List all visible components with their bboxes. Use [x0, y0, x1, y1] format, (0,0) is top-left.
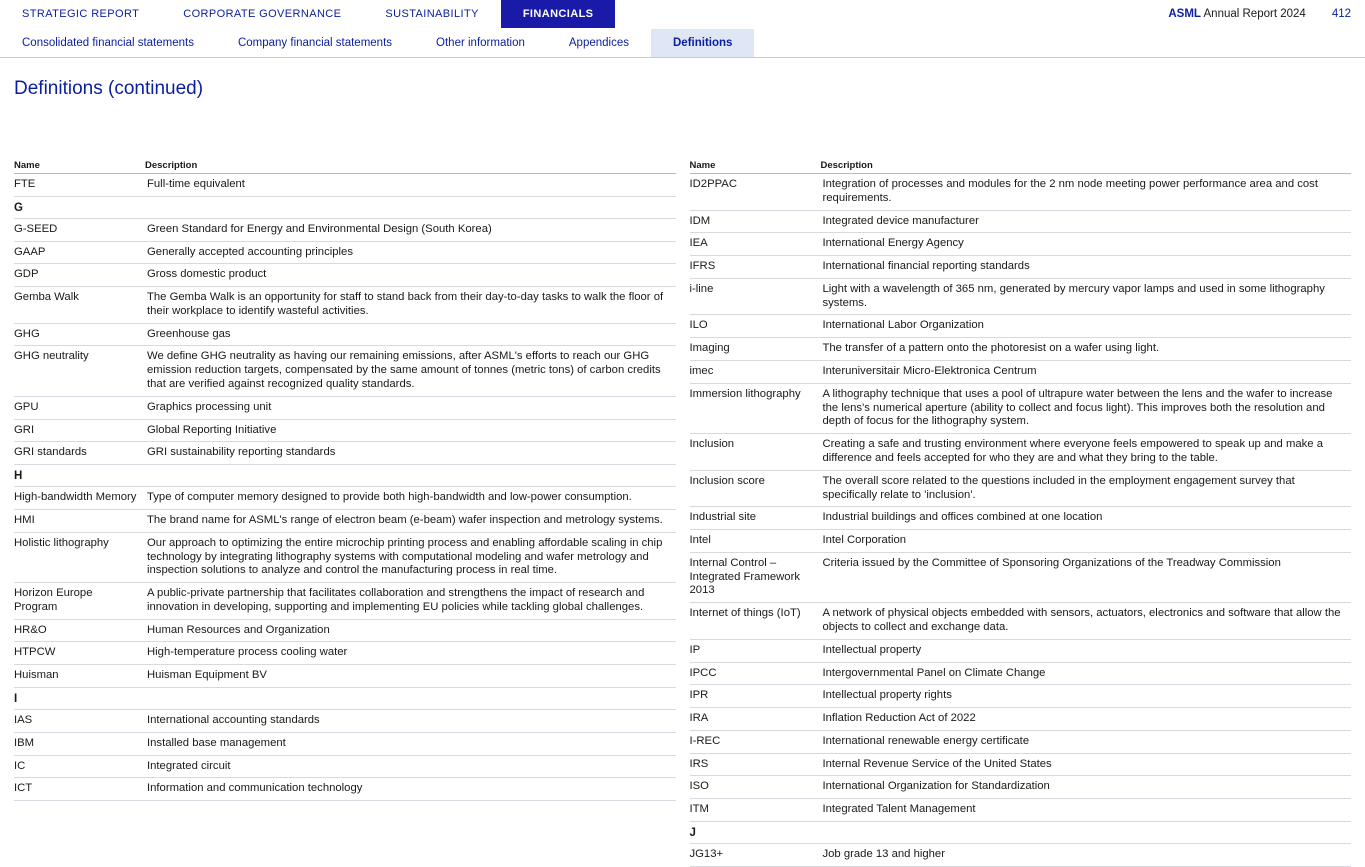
definition-term: FTE — [14, 174, 145, 197]
definition-description: Intellectual property rights — [821, 685, 1352, 708]
table-row — [690, 753, 1352, 776]
definition-term: Inclusion — [690, 434, 821, 471]
letter-heading: H — [14, 465, 145, 487]
definition-term: GPU — [14, 396, 145, 419]
page-number: 412 — [1331, 8, 1351, 20]
column-header-name: Name — [690, 160, 821, 174]
table-row — [14, 323, 676, 346]
definition-description: Global Reporting Initiative — [145, 419, 676, 442]
definition-term: ICT — [14, 778, 145, 801]
definition-term: IFRS — [690, 256, 821, 279]
letter-heading: G — [14, 196, 145, 218]
table-header-row — [14, 160, 676, 174]
table-row — [690, 233, 1352, 256]
definition-description: Green Standard for Energy and Environmental Design (South Korea) — [145, 218, 676, 241]
definition-description: Creating a safe and trusting environment where everyone feels empowered to speak up and make a difference and feels accepted for who they are and what they bring to the table. — [821, 434, 1352, 471]
table-row — [690, 708, 1352, 731]
definition-description: Our approach to optimizing the entire microchip printing process and enabling affordable scaling in chip technology by integrating lithography systems with computational modeling and wafer metrology and inspection solutions to analyze and control the manufacturing process in real time. — [145, 532, 676, 582]
definition-description: The transfer of a pattern onto the photoresist on a wafer using light. — [821, 338, 1352, 361]
table-row — [690, 603, 1352, 640]
table-row — [14, 442, 676, 465]
definition-term: IDM — [690, 210, 821, 233]
definition-term: ITM — [690, 799, 821, 822]
definition-description: International Labor Organization — [821, 315, 1352, 338]
definition-term: IC — [14, 755, 145, 778]
definition-description: International renewable energy certificate — [821, 730, 1352, 753]
table-row — [690, 434, 1352, 471]
definition-description: International Organization for Standardization — [821, 776, 1352, 799]
definition-term: imec — [690, 361, 821, 384]
definition-term: ISO — [690, 776, 821, 799]
table-row — [14, 732, 676, 755]
table-row — [690, 383, 1352, 433]
table-row — [690, 730, 1352, 753]
definition-term: I-REC — [690, 730, 821, 753]
definition-description: Integration of processes and modules for the 2 nm node meeting power performance area and cost requirements. — [821, 174, 1352, 211]
definition-description: Graphics processing unit — [145, 396, 676, 419]
definitions-table-left — [14, 160, 676, 801]
subtab-appendices[interactable]: Appendices — [568, 37, 629, 49]
table-row — [690, 639, 1352, 662]
definition-term: High-bandwidth Memory — [14, 487, 145, 510]
letter-heading-row — [690, 822, 1352, 844]
letter-heading-row — [14, 196, 676, 218]
column-header-description: Description — [145, 160, 676, 174]
definition-term: Gemba Walk — [14, 287, 145, 324]
definition-description: Intergovernmental Panel on Climate Change — [821, 662, 1352, 685]
letter-heading-spacer — [145, 465, 676, 487]
definition-term: GRI standards — [14, 442, 145, 465]
definition-term: IEA — [690, 233, 821, 256]
table-row — [14, 264, 676, 287]
table-row — [690, 662, 1352, 685]
letter-heading: I — [14, 688, 145, 710]
definition-term: HTPCW — [14, 642, 145, 665]
definitions-table-right — [690, 160, 1352, 867]
definition-term: IAS — [14, 710, 145, 733]
definition-term: GHG neutrality — [14, 346, 145, 396]
letter-heading-row — [14, 688, 676, 710]
report-identification — [1168, 0, 1365, 28]
table-row — [690, 470, 1352, 507]
definition-description: Light with a wavelength of 365 nm, generated by mercury vapor lamps and used in some lithography systems. — [821, 278, 1352, 315]
definition-term: Internet of things (IoT) — [690, 603, 821, 640]
report-title-block — [1168, 8, 1305, 20]
definition-description: Full-time equivalent — [145, 174, 676, 197]
definition-term: GRI — [14, 419, 145, 442]
definition-description: Job grade 13 and higher — [821, 844, 1352, 867]
table-row — [690, 507, 1352, 530]
sub-navigation — [0, 29, 1365, 58]
definition-description: Criteria issued by the Committee of Sponsoring Organizations of the Treadway Commission — [821, 552, 1352, 602]
definition-term: i-line — [690, 278, 821, 315]
definition-description: A public-private partnership that facilitates collaboration and strengthens the impact of research and innovation in developing, supporting and implementing EU policies while tackling global challenges. — [145, 583, 676, 620]
subtab-company-financial-statements[interactable]: Company financial statements — [237, 37, 393, 49]
tab-corporate-governance[interactable]: CORPORATE GOVERNANCE — [183, 8, 342, 20]
definition-term: HMI — [14, 509, 145, 532]
definition-term: Horizon Europe Program — [14, 583, 145, 620]
definition-term: G-SEED — [14, 218, 145, 241]
definition-term: IRS — [690, 753, 821, 776]
definition-description: Intellectual property — [821, 639, 1352, 662]
definition-description: Integrated Talent Management — [821, 799, 1352, 822]
page-title: Definitions (continued) — [14, 78, 204, 99]
definition-term: GHG — [14, 323, 145, 346]
table-row — [14, 346, 676, 396]
table-row — [14, 755, 676, 778]
column-header-name: Name — [14, 160, 145, 174]
subtab-other-information[interactable]: Other information — [436, 37, 525, 49]
table-row — [690, 361, 1352, 384]
definition-description: Type of computer memory designed to provide both high-bandwidth and low-power consumption. — [145, 487, 676, 510]
definition-description: Gross domestic product — [145, 264, 676, 287]
definitions-column-right — [690, 160, 1352, 867]
table-row — [14, 396, 676, 419]
definition-term: GAAP — [14, 241, 145, 264]
definition-description: Generally accepted accounting principles — [145, 241, 676, 264]
definition-term: IBM — [14, 732, 145, 755]
definition-description: Greenhouse gas — [145, 323, 676, 346]
table-row — [690, 799, 1352, 822]
table-row — [690, 210, 1352, 233]
table-row — [690, 776, 1352, 799]
table-row — [14, 619, 676, 642]
definition-description: A lithography technique that uses a pool of ultrapure water between the lens and the wafer to increase the lens's numerical aperture (ability to collect and focus light). This improves both the resolution and depth of focus for the lithography system. — [821, 383, 1352, 433]
definition-description: Industrial buildings and offices combined at one location — [821, 507, 1352, 530]
top-navigation-tabs — [0, 0, 615, 28]
brand-label: ASML — [1168, 8, 1201, 20]
table-row — [14, 174, 676, 197]
definition-description: Human Resources and Organization — [145, 619, 676, 642]
definition-description: The Gemba Walk is an opportunity for staff to stand back from their day-to-day tasks to walk the floor of their workplace to identify wasteful activities. — [145, 287, 676, 324]
definition-term: HR&O — [14, 619, 145, 642]
definition-term: Immersion lithography — [690, 383, 821, 433]
definition-description: International financial reporting standards — [821, 256, 1352, 279]
definition-description: Huisman Equipment BV — [145, 665, 676, 688]
definition-term: IRA — [690, 708, 821, 731]
table-row — [690, 552, 1352, 602]
table-header-row — [690, 160, 1352, 174]
definition-term: IP — [690, 639, 821, 662]
definition-term: Intel — [690, 530, 821, 553]
definition-description: We define GHG neutrality as having our remaining emissions, after ASML's efforts to reach our GHG emission reduction targets, compensated by the same amount of tonnes (metric tons) of carbon credits that are verified against recognized quality standards. — [145, 346, 676, 396]
definition-description: Internal Revenue Service of the United States — [821, 753, 1352, 776]
definition-description: A network of physical objects embedded with sensors, actuators, electronics and software that allow the objects to collect and exchange data. — [821, 603, 1352, 640]
definition-description: Installed base management — [145, 732, 676, 755]
letter-heading-spacer — [145, 688, 676, 710]
definition-description: Interuniversitair Micro-Elektronica Centrum — [821, 361, 1352, 384]
table-row — [14, 419, 676, 442]
definition-term: Huisman — [14, 665, 145, 688]
letter-heading-spacer — [145, 196, 676, 218]
definition-description: International Energy Agency — [821, 233, 1352, 256]
definitions-column-left — [14, 160, 676, 867]
definition-description: GRI sustainability reporting standards — [145, 442, 676, 465]
table-row — [690, 315, 1352, 338]
definition-term: IPR — [690, 685, 821, 708]
definition-term: ILO — [690, 315, 821, 338]
table-row — [690, 338, 1352, 361]
letter-heading-spacer — [821, 822, 1352, 844]
table-row — [14, 287, 676, 324]
definition-description: The brand name for ASML's range of electron beam (e-beam) wafer inspection and metrology systems. — [145, 509, 676, 532]
definition-term: ID2PPAC — [690, 174, 821, 211]
definition-term: Imaging — [690, 338, 821, 361]
report-title: Annual Report 2024 — [1203, 8, 1306, 20]
table-row — [690, 174, 1352, 211]
definition-term: JG13+ — [690, 844, 821, 867]
table-row — [14, 583, 676, 620]
tab-financials[interactable]: FINANCIALS — [501, 0, 616, 28]
subtab-definitions[interactable]: Definitions — [651, 29, 754, 57]
definition-term: Internal Control – Integrated Framework 2013 — [690, 552, 821, 602]
table-row — [14, 532, 676, 582]
column-header-description: Description — [821, 160, 1352, 174]
definition-description: High-temperature process cooling water — [145, 642, 676, 665]
table-row — [14, 710, 676, 733]
definition-term: IPCC — [690, 662, 821, 685]
letter-heading: J — [690, 822, 821, 844]
table-row — [14, 487, 676, 510]
definition-description: Integrated circuit — [145, 755, 676, 778]
table-row — [690, 530, 1352, 553]
table-row — [14, 665, 676, 688]
table-row — [14, 241, 676, 264]
top-navigation — [0, 0, 1365, 29]
subtab-consolidated-financial-statements[interactable]: Consolidated financial statements — [22, 37, 194, 49]
definition-description: Intel Corporation — [821, 530, 1352, 553]
definitions-columns — [0, 160, 1365, 867]
table-row — [14, 509, 676, 532]
table-row — [690, 844, 1352, 867]
definition-description: Integrated device manufacturer — [821, 210, 1352, 233]
definition-description: The overall score related to the questions included in the employment engagement survey that specifically relate to 'inclusion'. — [821, 470, 1352, 507]
table-row — [14, 778, 676, 801]
tab-sustainability[interactable]: SUSTAINABILITY — [385, 8, 479, 20]
letter-heading-row — [14, 465, 676, 487]
definition-term: GDP — [14, 264, 145, 287]
definition-description: International accounting standards — [145, 710, 676, 733]
table-row — [690, 685, 1352, 708]
table-row — [14, 218, 676, 241]
table-row — [690, 278, 1352, 315]
definition-term: Industrial site — [690, 507, 821, 530]
tab-strategic-report[interactable]: STRATEGIC REPORT — [22, 8, 140, 20]
table-row — [690, 256, 1352, 279]
table-row — [14, 642, 676, 665]
definition-term: Inclusion score — [690, 470, 821, 507]
definition-term: Holistic lithography — [14, 532, 145, 582]
definition-description: Inflation Reduction Act of 2022 — [821, 708, 1352, 731]
definition-description: Information and communication technology — [145, 778, 676, 801]
